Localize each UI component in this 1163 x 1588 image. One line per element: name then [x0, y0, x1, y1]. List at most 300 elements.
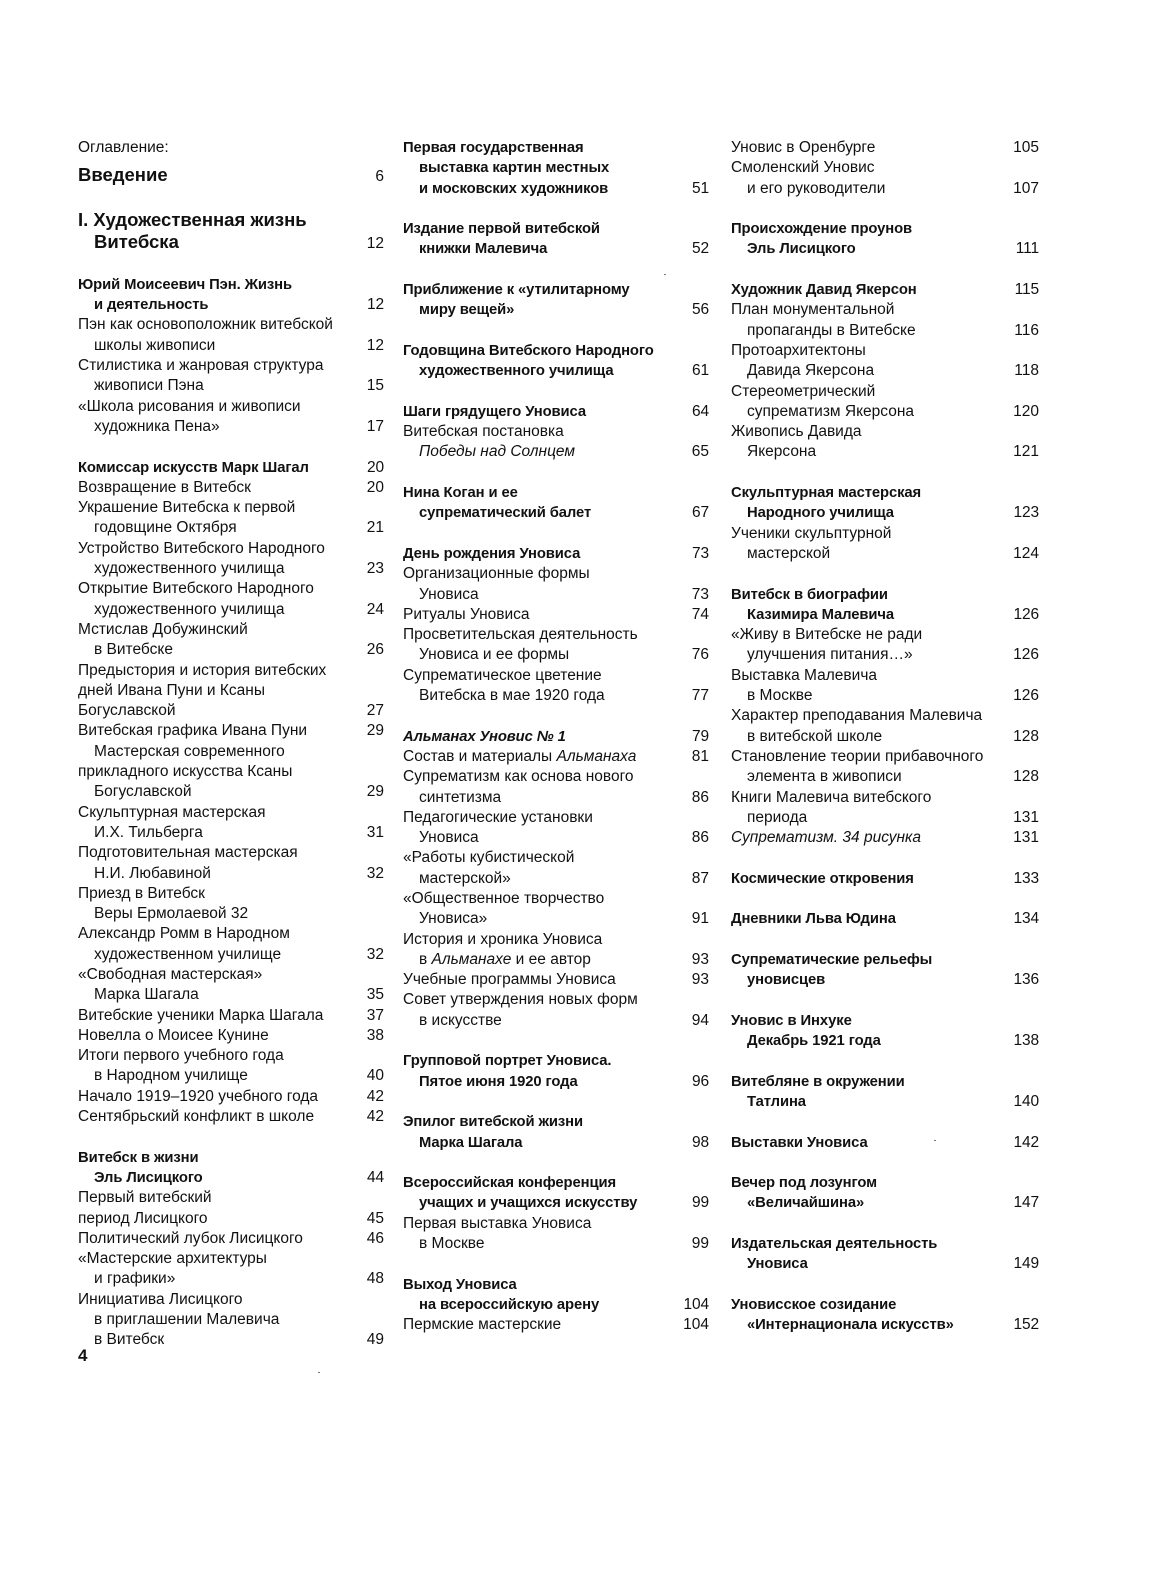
- toc-entry: [731, 747, 1039, 767]
- toc-entry-title: [78, 1269, 175, 1289]
- toc-entry-title: [78, 742, 285, 762]
- toc-gap: [403, 1153, 709, 1173]
- toc-entry-title: [731, 625, 922, 645]
- toc-entry-title: [731, 1254, 808, 1274]
- toc-entry: [78, 1310, 384, 1330]
- toc-gap: [78, 188, 384, 208]
- toc-entry-title-text: Витебска: [94, 230, 179, 252]
- toc-entry-title: [403, 1133, 522, 1153]
- toc-entry-page: 76: [691, 646, 709, 664]
- toc-entry-title-text: Уновис в Инхуке: [731, 1012, 852, 1029]
- toc-entry-title: [78, 478, 251, 498]
- toc-entry-page: 77: [691, 687, 709, 705]
- toc-entry-title: [78, 1148, 198, 1168]
- toc-entry-title: [403, 219, 600, 239]
- toc-entry-page: 126: [1013, 687, 1039, 705]
- toc-entry: [78, 1006, 384, 1026]
- toc-entry-title: [731, 1072, 905, 1092]
- toc-entry-title: [731, 382, 875, 402]
- toc-entry-title-text: День рождения Уновиса: [403, 545, 581, 562]
- toc-entry-title-text: в Москве: [419, 1235, 485, 1253]
- toc-entry-title-text: мастерской: [747, 544, 831, 562]
- toc-entry: [731, 788, 1039, 808]
- toc-entry: [78, 640, 384, 660]
- toc-entry: [78, 600, 384, 620]
- toc-entry: [403, 1275, 709, 1295]
- toc-entry: [731, 422, 1039, 442]
- toc-entry: [731, 138, 1039, 158]
- toc-entry: [731, 1315, 1039, 1335]
- toc-entry: [731, 361, 1039, 381]
- toc-gap: [403, 382, 709, 402]
- toc-gap: [403, 463, 709, 483]
- toc-entry-title-text: живописи Пэна: [94, 377, 204, 395]
- toc-entry-title-text: Художник Давид Якерсон: [731, 282, 917, 299]
- toc-entry-title-text: Пятое июня 1920 года: [419, 1073, 578, 1090]
- toc-entry-title-text: Ученики скульптурной: [731, 524, 892, 542]
- toc-entry: [403, 686, 709, 706]
- toc-entry: [78, 1269, 384, 1289]
- toc-entry-title-text: Первый витебский: [78, 1189, 212, 1207]
- toc-entry-title: [731, 585, 888, 605]
- toc-entry-page: 99: [691, 1235, 709, 1253]
- toc-entry: [731, 828, 1039, 848]
- toc-entry: [403, 341, 709, 361]
- toc-entry: [78, 1209, 384, 1229]
- toc-entry-title: [403, 950, 591, 970]
- toc-entry-page: 6: [375, 168, 384, 186]
- toc-entry: [403, 361, 709, 381]
- toc-entry-title-text: Уновисское созидание: [731, 1296, 897, 1313]
- toc-entry-title: [78, 1107, 314, 1127]
- toc-entry-page: 51: [691, 179, 709, 197]
- toc-entry-page: 131: [1013, 829, 1039, 847]
- toc-entry-title: [78, 600, 285, 620]
- toc-entry: [731, 686, 1039, 706]
- toc-entry-title-text: Народного училища: [747, 505, 894, 522]
- toc-entry-title: [403, 402, 586, 422]
- toc-entry: [78, 559, 384, 579]
- toc-entry-title: [403, 889, 604, 909]
- toc-entry-title: [403, 442, 575, 462]
- toc-entry: [403, 564, 709, 584]
- toc-entry-title-text: Новелла о Моисее Кунине: [78, 1026, 269, 1044]
- toc-entry-title: [78, 1330, 164, 1350]
- toc-entry-title-text: Эпилог витебской жизни: [403, 1114, 583, 1131]
- toc-entry-page: 87: [691, 869, 709, 887]
- toc-entry-page: 98: [691, 1133, 709, 1151]
- toc-entry: [78, 1168, 384, 1188]
- toc-entry-title-text: и графики»: [94, 1270, 176, 1288]
- toc-entry: [731, 808, 1039, 828]
- toc-entry-title: [731, 666, 877, 686]
- toc-entry: [731, 544, 1039, 564]
- toc-entry-title: [731, 219, 912, 239]
- toc-entry-title-text: Витебляне в окружении: [731, 1073, 905, 1090]
- toc-entry-title: [403, 828, 479, 848]
- toc-entry-title: [403, 158, 609, 178]
- toc-entry-title-text: Вечер под лозунгом: [731, 1175, 877, 1192]
- toc-entry-page: 99: [691, 1194, 709, 1212]
- toc-entry-page: 15: [366, 377, 384, 395]
- toc-entry-title: [78, 579, 314, 599]
- toc-entry: [731, 402, 1039, 422]
- toc-entry-page: 104: [683, 1316, 709, 1334]
- toc-entry-title: [78, 864, 211, 884]
- toc-entry-page: 32: [366, 945, 384, 963]
- toc-entry-title-text: в искусстве: [419, 1011, 502, 1029]
- toc-entry-title: [731, 422, 862, 442]
- toc-entry: [78, 701, 384, 721]
- toc-entry-title-text: Дневники Льва Юдина: [731, 911, 896, 928]
- toc-entry-title: [403, 788, 501, 808]
- toc-entry-title-text: элемента в живописи: [747, 768, 902, 786]
- toc-entry-title: [78, 803, 266, 823]
- toc-entry-title: [403, 645, 569, 665]
- toc-entry-title: [78, 1249, 267, 1269]
- toc-entry-title-text: План монументальной: [731, 301, 895, 319]
- toc-entry-title: [403, 239, 547, 259]
- toc-entry-page: 48: [366, 1270, 384, 1288]
- toc-entry-page: 67: [691, 504, 709, 522]
- toc-entry: [731, 1234, 1039, 1254]
- toc-entry-title: [731, 483, 921, 503]
- toc-gap: [403, 1031, 709, 1051]
- toc-entry-title: [403, 625, 638, 645]
- toc-entry: [78, 985, 384, 1005]
- toc-entry: [78, 295, 384, 315]
- toc-entry: [731, 1173, 1039, 1193]
- toc-entry-page: 94: [691, 1011, 709, 1029]
- toc-entry-page: 147: [1013, 1194, 1039, 1212]
- toc-entry-title-text: супрематический балет: [419, 505, 592, 522]
- toc-entry-page: 21: [366, 519, 384, 537]
- toc-entry-page: 107: [1013, 179, 1039, 197]
- toc-entry-title-text: Скульптурная мастерская: [731, 485, 922, 502]
- toc-entry-title: [731, 158, 874, 178]
- toc-entry-title: [731, 321, 916, 341]
- toc-entry: [403, 1173, 709, 1193]
- toc-entry: [403, 219, 709, 239]
- toc-entry-title-text: «Величайшина»: [747, 1195, 865, 1212]
- toc-entry-title-text: Политический лубок Лисицкого: [78, 1229, 303, 1247]
- toc-gap: [731, 848, 1039, 868]
- toc-entry-title-text: Учебные программы Уновиса: [403, 971, 616, 989]
- toc-entry-title: [78, 376, 204, 396]
- toc-entry: [403, 1051, 709, 1071]
- toc-gap: [78, 255, 384, 275]
- toc-entry-title: [403, 767, 634, 787]
- toc-entry-page: 128: [1013, 768, 1039, 786]
- toc-entry-title-text: Богуславской: [78, 702, 176, 720]
- toc-entry: [78, 1026, 384, 1046]
- toc-entry-title: [403, 990, 638, 1010]
- toc-entry-title: [78, 295, 208, 315]
- toc-entry-title-text: Первая выставка Уновиса: [403, 1214, 592, 1232]
- toc-column-2: [403, 138, 709, 1336]
- toc-entry-title: [78, 681, 265, 701]
- toc-entry-page: 133: [1013, 869, 1039, 887]
- toc-entry-title-text: Витебская графика Ивана Пуни: [78, 722, 308, 740]
- toc-gap: [731, 199, 1039, 219]
- toc-entry-title: [78, 945, 281, 965]
- toc-entry: [731, 524, 1039, 544]
- toc-entry: [403, 747, 709, 767]
- toc-entry-title: [731, 1031, 881, 1051]
- toc-entry: [78, 478, 384, 498]
- toc-entry: [731, 300, 1039, 320]
- toc-entry-title: [403, 1072, 578, 1092]
- toc-entry-title: [78, 1087, 318, 1107]
- toc-entry-title: [78, 1026, 269, 1046]
- toc-entry-page: 81: [691, 747, 709, 765]
- toc-entry: [403, 1011, 709, 1031]
- toc-entry-title-text: Всероссийская конференция: [403, 1175, 616, 1192]
- toc-entry-title-text: Итоги первого учебного года: [78, 1047, 284, 1065]
- toc-entry: [403, 1193, 709, 1213]
- toc-column-1: [78, 138, 384, 1351]
- toc-entry-title-text: Издательская деятельность: [731, 1236, 938, 1253]
- toc-entry-title-text: Смоленский Уновис: [731, 159, 875, 177]
- toc-entry-page: 115: [1014, 281, 1039, 299]
- toc-entry-page: 27: [366, 702, 384, 720]
- toc-entry-page: 37: [366, 1006, 384, 1024]
- toc-gap: [731, 1153, 1039, 1173]
- toc-entry-title: [403, 727, 566, 747]
- toc-entry: [403, 808, 709, 828]
- toc-entry-page: 20: [366, 478, 384, 496]
- toc-gap: [403, 1092, 709, 1112]
- toc-entry-title: [78, 762, 292, 782]
- toc-entry-title: [78, 884, 205, 904]
- toc-entry: [731, 280, 1039, 300]
- toc-entry-title: [78, 417, 220, 437]
- toc-entry-page: 152: [1013, 1316, 1039, 1334]
- toc-entry: [731, 625, 1039, 645]
- toc-entry-title: [403, 1275, 517, 1295]
- toc-entry-page: 138: [1013, 1032, 1039, 1050]
- toc-entry-title: [78, 518, 237, 538]
- toc-entry-title: [78, 1209, 208, 1229]
- toc-entry-page: 44: [366, 1168, 384, 1186]
- toc-entry: [78, 315, 384, 335]
- toc-entry-title: [731, 686, 812, 706]
- toc-entry-title: [403, 666, 602, 686]
- toc-entry-page: 73: [691, 544, 709, 562]
- toc-entry-title: [78, 782, 191, 802]
- toc-entry: [403, 727, 709, 747]
- toc-entry-page: 126: [1013, 646, 1039, 664]
- toc-entry: [78, 1229, 384, 1249]
- toc-entry-title-text: в Витебске: [94, 641, 173, 659]
- toc-gap: [731, 463, 1039, 483]
- toc-entry-title: [731, 402, 914, 422]
- toc-entry-title: [403, 503, 591, 523]
- toc-entry-page: 12: [366, 296, 384, 314]
- toc-entry-title-text: Витебская постановка: [403, 423, 564, 441]
- toc-entry-title: [78, 209, 307, 231]
- toc-entry-title-text: книжки Малевича: [419, 241, 548, 258]
- toc-entry: [78, 498, 384, 518]
- toc-heading: [78, 138, 384, 158]
- toc-entry-title-text: «Мастерские архитектуры: [78, 1250, 267, 1268]
- toc-entry-title: [78, 1006, 323, 1026]
- toc-entry: [403, 848, 709, 868]
- toc-entry-page: 93: [691, 971, 709, 989]
- toc-entry-page: 105: [1013, 139, 1039, 156]
- toc-entry-page: 128: [1013, 727, 1039, 745]
- toc-entry-title-text: Эль Лисицкого: [94, 1169, 203, 1186]
- toc-entry-page: 118: [1014, 362, 1039, 380]
- toc-entry-title-text: Приближение к «утилитарному: [403, 282, 630, 299]
- toc-entry-title: [403, 179, 608, 199]
- toc-entry-title-text: Книги Малевича витебского: [731, 788, 932, 806]
- toc-entry-title: [731, 1133, 868, 1153]
- toc-entry-title: [403, 483, 518, 503]
- toc-entry: [78, 924, 384, 944]
- toc-entry-page: 134: [1013, 910, 1039, 928]
- toc-entry-title-text: Выход Уновиса: [403, 1276, 517, 1293]
- toc-entry: [78, 945, 384, 965]
- toc-entry: [403, 666, 709, 686]
- toc-entry-title: [731, 767, 902, 787]
- toc-entry: [731, 605, 1039, 625]
- toc-entry-title-text: Якерсона: [747, 443, 817, 461]
- toc-entry-page: 45: [366, 1209, 384, 1227]
- toc-entry-title: [78, 1168, 203, 1188]
- toc-entry: [403, 767, 709, 787]
- toc-entry: [731, 767, 1039, 787]
- toc-entry-title: [78, 985, 199, 1005]
- toc-entry-title-text: Состав и материалы: [403, 747, 557, 765]
- toc-entry-title: [78, 1046, 284, 1066]
- toc-entry-page: 123: [1013, 504, 1039, 522]
- toc-entry: [78, 884, 384, 904]
- toc-entry: [403, 179, 709, 199]
- toc-entry-title: [403, 1112, 583, 1132]
- toc-entry: [403, 1072, 709, 1092]
- toc-entry-title-text: Пермские мастерские: [403, 1316, 562, 1334]
- toc-entry: [78, 681, 384, 701]
- toc-entry-title-text: Декабрь 1921 года: [747, 1033, 881, 1050]
- toc-entry: [403, 402, 709, 422]
- toc-entry-title-text: Стилистика и жанровая структура: [78, 357, 324, 375]
- toc-entry-title-text: I. Художественная жизнь: [78, 208, 307, 230]
- toc-entry-page: 131: [1013, 808, 1039, 826]
- toc-entry-title-text: Уновиса: [747, 1256, 808, 1273]
- toc-gap: [403, 321, 709, 341]
- toc-entry: [731, 706, 1039, 726]
- toc-entry-title-text: художественного училища: [419, 363, 614, 380]
- toc-entry-title: [78, 498, 295, 518]
- toc-entry: [78, 864, 384, 884]
- toc-entry-title: [78, 539, 325, 559]
- toc-entries-3: [731, 138, 1039, 1336]
- toc-entry-title-text: и московских художников: [419, 180, 609, 197]
- toc-entry: [403, 422, 709, 442]
- toc-entry-title-text: дней Ивана Пуни и Ксаны: [78, 681, 265, 699]
- toc-entry-title-text: Казимира Малевича: [747, 606, 894, 623]
- toc-entry-title: [403, 1051, 611, 1071]
- toc-entry-page: 73: [691, 585, 709, 603]
- toc-entry-page: 86: [691, 788, 709, 806]
- toc-entry-title-text: миру вещей»: [419, 302, 515, 319]
- toc-entry-page: 12: [366, 336, 384, 354]
- toc-entry: [78, 376, 384, 396]
- toc-entry-title-text: художественном училище: [94, 945, 282, 963]
- toc-entry: [403, 869, 709, 889]
- toc-entry-page: 64: [691, 402, 709, 420]
- toc-entry-title-text: «Общественное творчество: [403, 889, 605, 907]
- toc-entry-title: [403, 930, 602, 950]
- toc-entry-title: [731, 727, 882, 747]
- toc-entry: [403, 503, 709, 523]
- toc-entry-title-text: в витебской школе: [747, 727, 883, 745]
- toc-entry: [78, 904, 384, 924]
- toc-entry-title: [78, 559, 285, 579]
- toc-entry: [731, 382, 1039, 402]
- toc-entry: [731, 585, 1039, 605]
- toc-entry: [731, 503, 1039, 523]
- toc-entry-title: [731, 442, 816, 462]
- toc-entry: [78, 1148, 384, 1168]
- toc-entry-page: 91: [691, 910, 709, 928]
- toc-entry-title: [78, 275, 292, 295]
- toc-entry-title-text: Ритуалы Уновиса: [403, 605, 530, 623]
- toc-entry: [403, 158, 709, 178]
- toc-entry-title-text: Александр Ромм в Народном: [78, 925, 290, 943]
- toc-entry: [731, 1193, 1039, 1213]
- toc-entry-title-text: Предыстория и история витебских: [78, 661, 327, 679]
- toc-entry-page: 120: [1013, 402, 1039, 420]
- toc-entry: [78, 843, 384, 863]
- toc-entry: [731, 909, 1039, 929]
- toc-entry-page: 61: [691, 362, 709, 380]
- toc-entry: [78, 417, 384, 437]
- toc-entry-title: [78, 661, 326, 681]
- toc-entry-page: 24: [366, 600, 384, 618]
- toc-entry-title-text: художественного училища: [94, 600, 285, 618]
- toc-entry-page: 35: [366, 986, 384, 1004]
- toc-entry-page: 124: [1013, 544, 1039, 562]
- toc-entry-title-text: Украшение Витебска к первой: [78, 499, 296, 517]
- toc-entry: [78, 1066, 384, 1086]
- toc-entry: [78, 782, 384, 802]
- toc-entry-title-text: на всероссийскую арену: [419, 1296, 600, 1313]
- toc-gap: [731, 930, 1039, 950]
- scan-speck: [318, 1372, 320, 1373]
- toc-entry-title: [731, 605, 894, 625]
- toc-entry-title: [731, 1092, 806, 1112]
- toc-entry-title: [403, 1173, 616, 1193]
- toc-entry: [78, 518, 384, 538]
- toc-entry-title: [403, 341, 654, 361]
- toc-entry-title: [78, 315, 333, 335]
- toc-entry-title-text: «Работы кубистической: [403, 849, 575, 867]
- toc-entry: [403, 645, 709, 665]
- scan-speck: [664, 274, 666, 275]
- toc-entry: [78, 1249, 384, 1269]
- toc-entry-title-text: Инициатива Лисицкого: [78, 1290, 243, 1308]
- toc-entry-title-text: «Интернационала искусств»: [747, 1317, 954, 1334]
- toc-entry: [731, 158, 1039, 178]
- toc-entry-title: [403, 300, 514, 320]
- toc-entry-page: 126: [1013, 605, 1039, 623]
- toc-entry-page: 17: [366, 417, 384, 435]
- toc-entry-title: [78, 701, 175, 721]
- toc-entry-title: [78, 904, 248, 924]
- toc-entry-title-text: Живопись Давида: [731, 423, 862, 441]
